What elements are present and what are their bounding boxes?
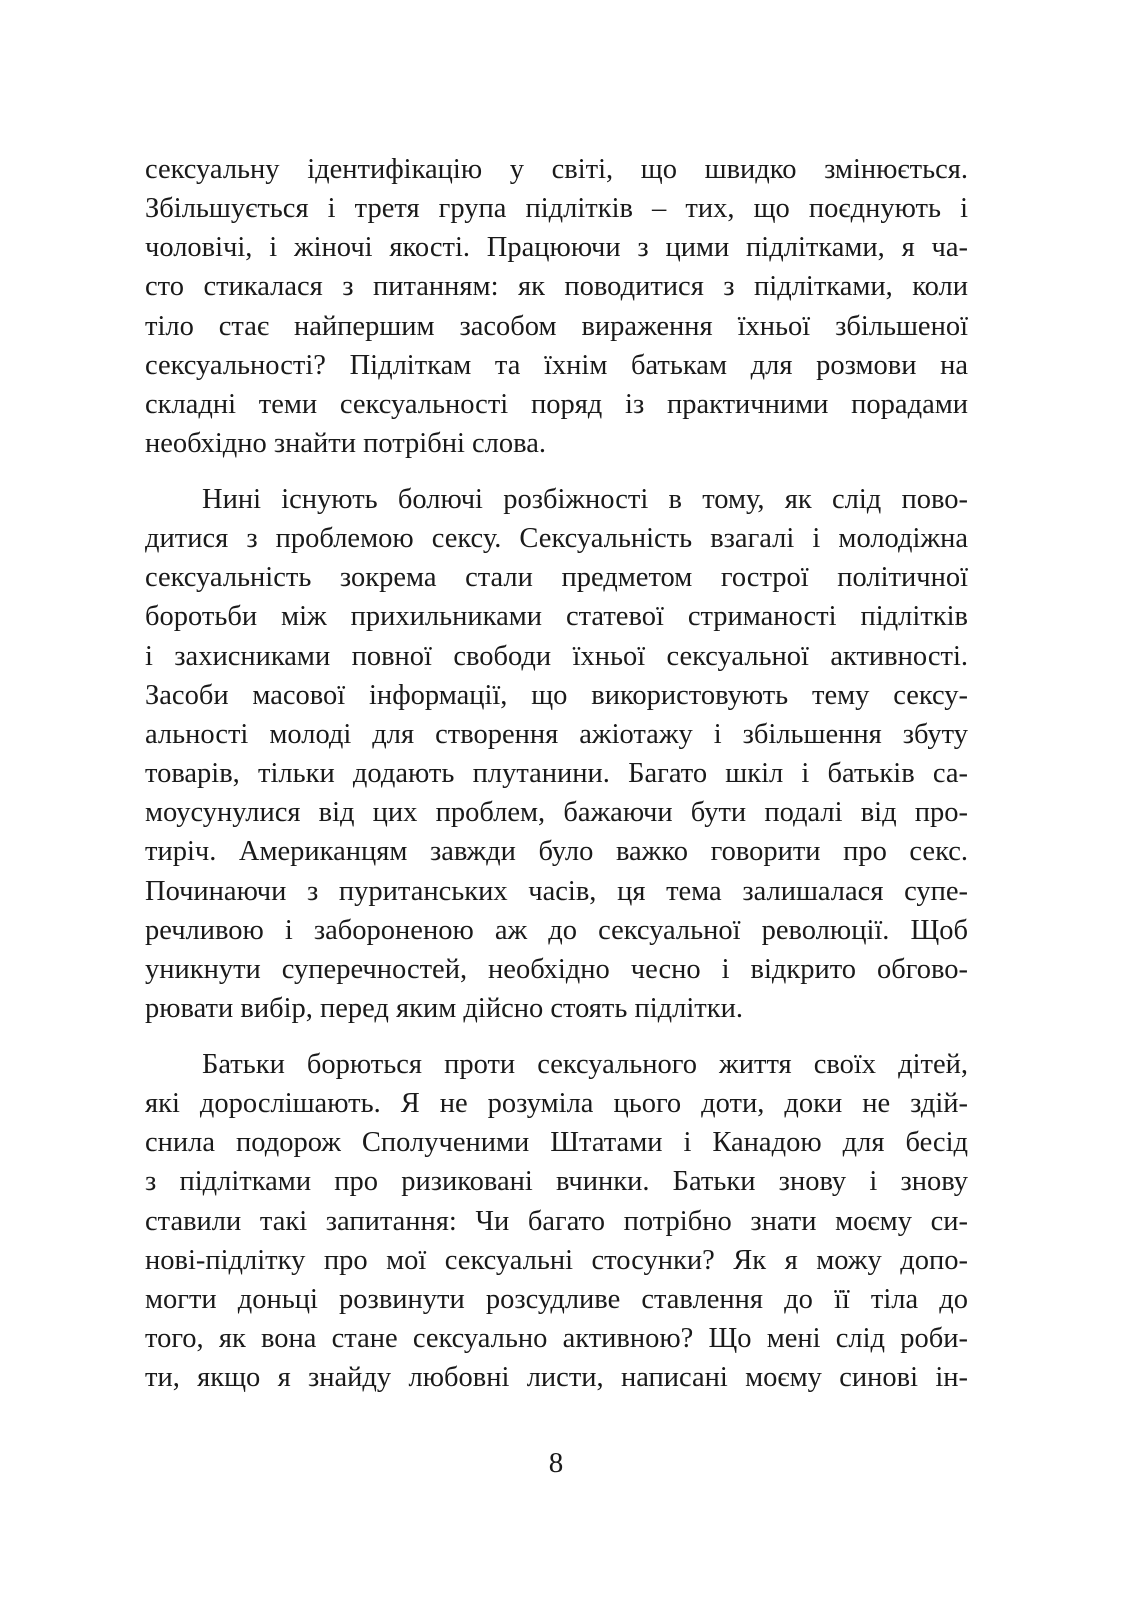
text-line: Батьки борються проти сексуального життя своїх дітей, (202, 1049, 968, 1080)
page-number: 8 (548, 1447, 564, 1479)
text-line: ти, якщо я знайду любовні листи, написані моєму синові ін- (145, 1362, 968, 1394)
text-line: ставили такі запитання: Чи багато потрібно знати моєму си- (145, 1205, 968, 1237)
text-line: Засоби масової інформації, що використовують тему сексу- (145, 679, 968, 711)
text-line: тиріч. Американцям завжди було важко говорити про секс. (145, 836, 968, 868)
text-line: сексуальну ідентифікацію у світі, що швидко змінюється. (145, 154, 968, 185)
text-line: Починаючи з пуританських часів, ця тема залишалася супе- (145, 875, 968, 907)
text-line: складні теми сексуальності поряд із практичними порадами (145, 388, 968, 420)
text-line: Збільшується і третя група підлітків – тих, що поєднують і (145, 193, 968, 225)
text-line: снила подорож Сполученими Штатами і Канадою для бесід (145, 1127, 968, 1159)
text-line: рювати вибір, перед яким дійсно стоять підлітки. (145, 992, 743, 1024)
text-line: альності молоді для створення ажіотажу і збільшення збуту (145, 718, 968, 750)
text-line: з підлітками про ризиковані вчинки. Батьки знову і знову (145, 1166, 968, 1198)
text-line: того, як вона стане сексуально активною? Що мені слід роби- (145, 1323, 968, 1355)
text-line: моусунулися від цих проблем, бажаючи бути подалі від про- (145, 797, 968, 829)
text-line: які дорослішають. Я не розуміла цього доти, доки не здій- (145, 1088, 968, 1120)
text-line: товарів, тільки додають плутанини. Багато шкіл і батьків са- (145, 758, 968, 790)
text-line: сексуальності? Підліткам та їхнім батькам для розмови на (145, 349, 968, 381)
text-line: тіло стає найпершим засобом вираження їхньої збільшеної (145, 310, 968, 342)
text-line: і захисниками повної свободи їхньої сексуальної активності. (145, 640, 968, 672)
text-line: речливою і забороненою аж до сексуальної революції. Щоб (145, 914, 968, 946)
text-line: сто стикалася з питанням: як поводитися з підлітками, коли (145, 271, 968, 303)
text-line: нові-підлітку про мої сексуальні стосунки? Як я можу допо- (145, 1244, 968, 1276)
text-line: сексуальність зокрема стали предметом гострої політичної (145, 562, 968, 594)
text-line: боротьби між прихильниками статевої стриманості підлітків (145, 601, 968, 633)
text-line: уникнути суперечностей, необхідно чесно і відкрито обгово- (145, 953, 968, 985)
text-line: необхідно знайти потрібні слова. (145, 428, 546, 460)
text-line: дитися з проблемою сексу. Сексуальність взагалі і молодіжна (145, 523, 968, 555)
text-line: могти доньці розвинути розсудливе ставлення до її тіла до (145, 1283, 968, 1315)
text-line: Нині існують болючі розбіжності в тому, як слід пово- (202, 484, 968, 515)
text-line: чоловічі, і жіночі якості. Працюючи з цими підлітками, я ча- (145, 232, 968, 264)
